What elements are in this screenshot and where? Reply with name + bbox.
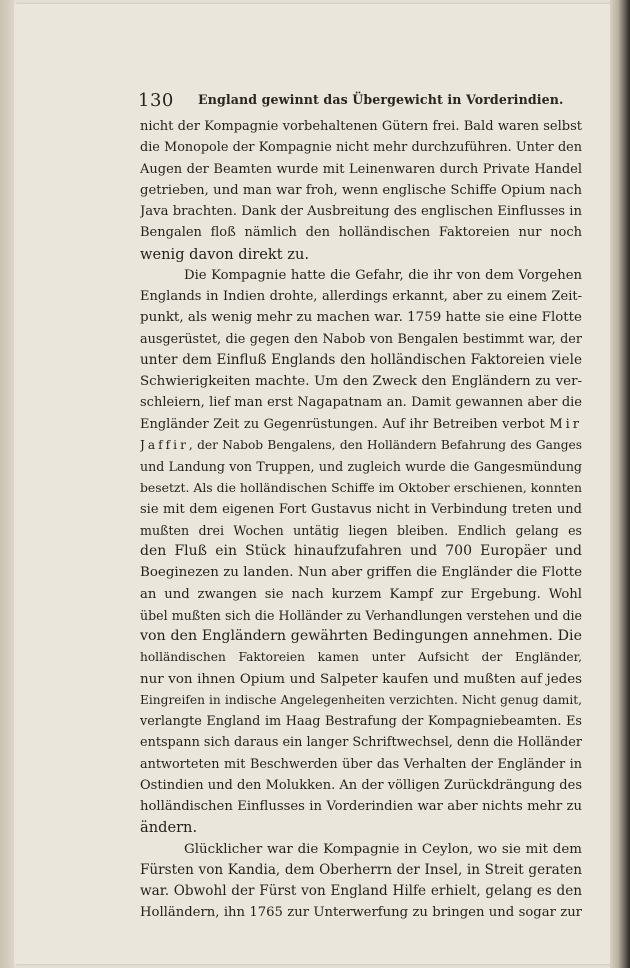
text-line bbox=[140, 435, 582, 456]
text-line: wenig davon direkt zu. bbox=[140, 245, 309, 263]
text-line: an und zwangen sie nach kurzem Kampf zur Ergebung. Wohl bbox=[140, 586, 582, 602]
text-line: ausgerüstet, die gegen den Nabob von Bengalen bestimmt war, der bbox=[140, 331, 582, 347]
text-line: war. Obwohl der Fürst von England Hilfe erhielt, gelang es den bbox=[140, 883, 582, 899]
text-segment: , der Nabob Bengalens, den Holländern Befahrung des Ganges bbox=[188, 437, 582, 452]
text-line: Ostindien und den Molukken. An der völligen Zurückdrängung des bbox=[140, 777, 582, 793]
text-line: schleiern, lief man erst Nagapatnam an. Damit gewannen aber die bbox=[140, 395, 582, 411]
page-edge-right bbox=[610, 0, 630, 968]
text-line: den Fluß ein Stück hinaufzufahren und 700 Europäer und bbox=[140, 543, 582, 559]
text-line: Eingreifen in indische Angelegenheiten verzichten. Nicht genug damit, bbox=[140, 692, 582, 707]
page-gutter-left bbox=[0, 0, 14, 968]
text-line: Bengalen floß nämlich den holländischen Faktoreien nur noch bbox=[140, 225, 582, 241]
text-line: punkt, als wenig mehr zu machen war. 1759 hatte sie eine Flotte bbox=[140, 310, 582, 326]
text-line: entspann sich daraus ein langer Schriftwechsel, denn die Holländer bbox=[140, 735, 582, 751]
text-line: Augen der Beamten wurde mit Leinenwaren durch Private Handel bbox=[140, 161, 582, 177]
text-line: mußten drei Wochen untätig liegen bleiben. Endlich gelang es bbox=[140, 522, 582, 538]
text-line: holländischen Faktoreien kamen unter Aufsicht der Engländer, bbox=[140, 650, 582, 665]
text-line: Java brachten. Dank der Ausbreitung des englischen Einflusses in bbox=[140, 204, 582, 219]
text-line: übel mußten sich die Holländer zu Verhandlungen verstehen und die bbox=[140, 607, 582, 623]
text-line: nur von ihnen Opium und Salpeter kaufen und mußten auf jedes bbox=[140, 671, 582, 687]
running-header bbox=[138, 90, 578, 112]
running-title: England gewinnt das Übergewicht in Vorderindien. bbox=[198, 92, 564, 107]
text-line: und Landung von Truppen, und zugleich wurde die Gangesmündung bbox=[140, 459, 582, 474]
text-line bbox=[140, 414, 582, 435]
text-line: Holländern, ihn 1765 zur Unterwerfung zu bringen und sogar zur bbox=[140, 905, 582, 921]
spaced-name: Mir bbox=[549, 416, 582, 432]
text-line: ändern. bbox=[140, 819, 198, 837]
text-line: Schwierigkeiten machte. Um den Zweck den Engländern zu ver- bbox=[140, 374, 582, 389]
text-line: von den Engländern gewährten Bedingungen annehmen. Die bbox=[140, 628, 582, 644]
text-line: sie mit dem eigenen Fort Gustavus nicht in Verbindung treten und bbox=[140, 501, 582, 517]
text-line: holländischen Einflusses in Vorderindien war aber nichts mehr zu bbox=[140, 799, 582, 814]
page-number: 130 bbox=[138, 90, 174, 111]
text-line: antworteten mit Beschwerden über das Verhalten der Engländer in bbox=[140, 756, 582, 772]
body-text bbox=[140, 116, 582, 924]
text-line: Boeginezen zu landen. Nun aber griffen die Engländer die Flotte bbox=[140, 565, 582, 581]
text-line: nicht der Kompagnie vorbehaltenen Gütern frei. Bald waren selbst bbox=[140, 119, 582, 134]
spaced-name: Jaffir bbox=[140, 437, 189, 452]
text-line: getrieben, und man war froh, wenn englische Schiffe Opium nach bbox=[140, 182, 582, 198]
text-line: unter dem Einfluß Englands den holländischen Faktoreien viele bbox=[140, 351, 582, 368]
text-segment: Engländer Zeit zu Gegenrüstungen. Auf ihr Betreiben verbot bbox=[140, 416, 550, 432]
text-line: verlangte England im Haag Bestrafung der Kompagniebeamten. Es bbox=[140, 714, 582, 729]
paragraph-start-line: Glücklicher war die Kompagnie in Ceylon, wo sie mit dem bbox=[184, 841, 582, 857]
text-line: besetzt. Als die holländischen Schiffe im Oktober erschienen, konnten bbox=[140, 480, 582, 496]
text-line: die Monopole der Kompagnie nicht mehr durchzuführen. Unter den bbox=[140, 140, 582, 156]
text-line: Englands in Indien drohte, allerdings erkannt, aber zu einem Zeit- bbox=[140, 289, 582, 304]
text-line: Fürsten von Kandia, dem Oberherrn der Insel, in Streit geraten bbox=[140, 861, 582, 878]
paragraph-start-line: Die Kompagnie hatte die Gefahr, die ihr von dem Vorgehen bbox=[184, 267, 582, 283]
